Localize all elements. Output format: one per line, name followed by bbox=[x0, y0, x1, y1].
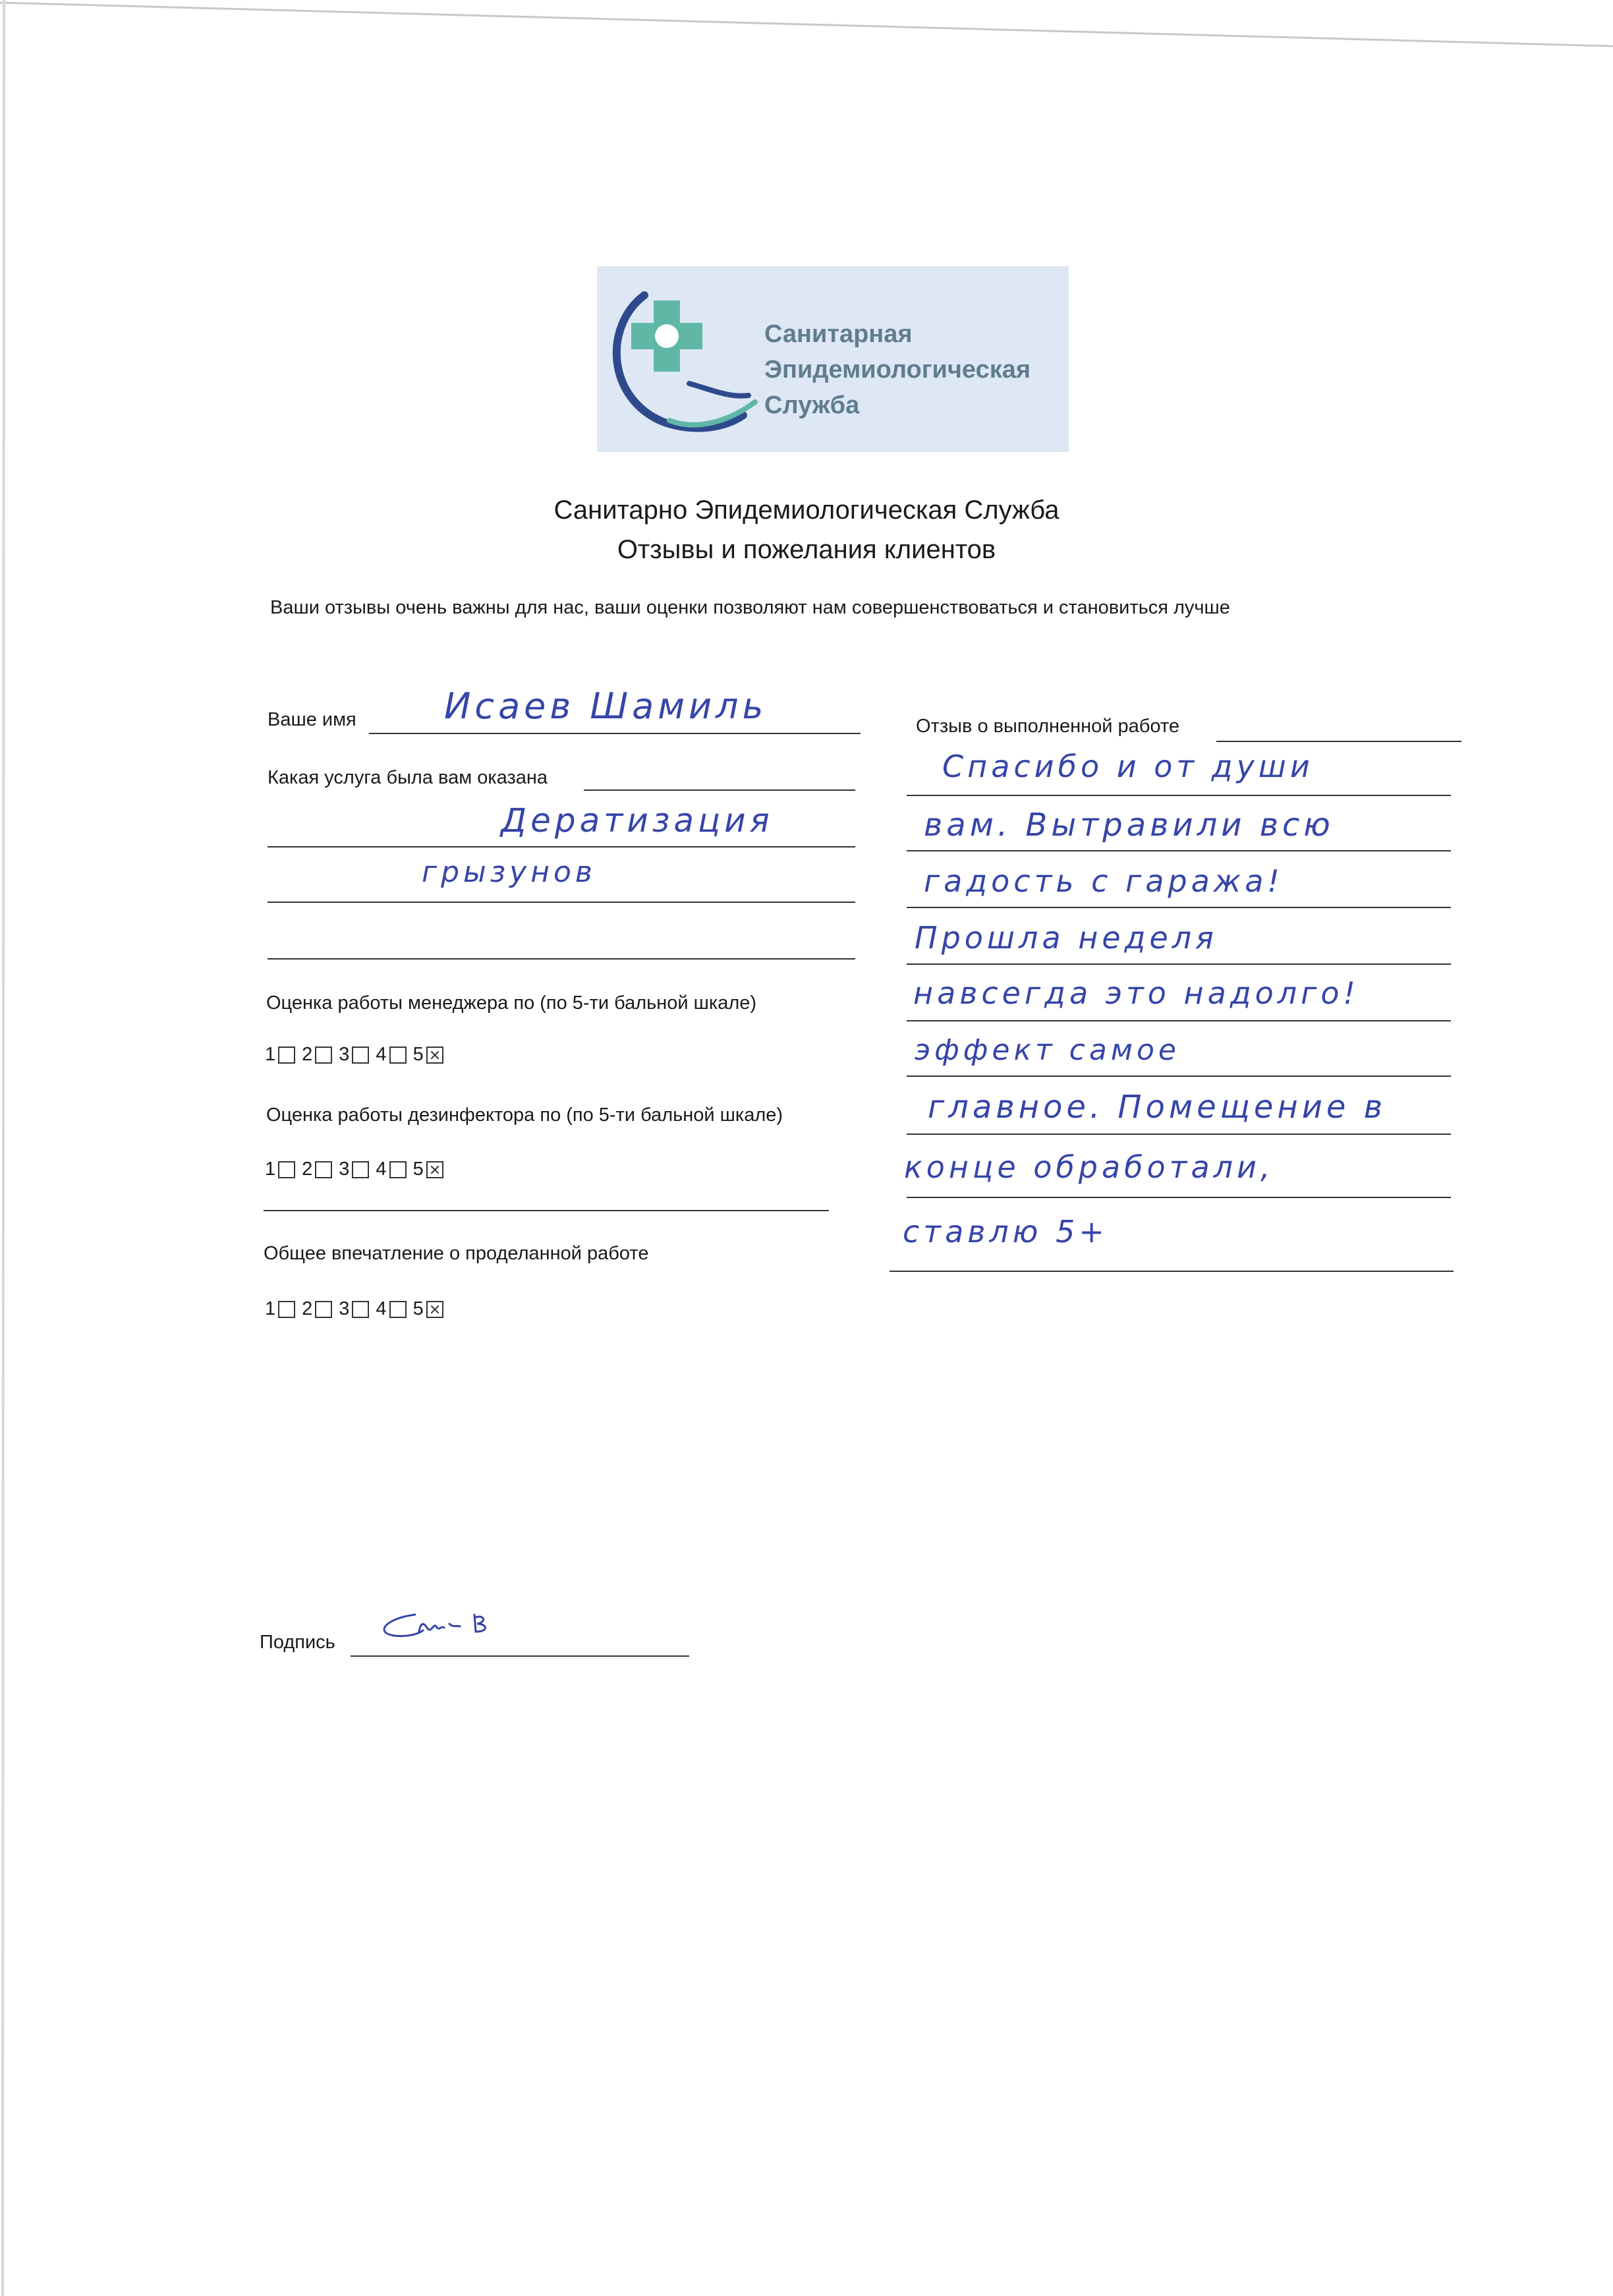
disinfector-rating-label: Оценка работы дезинфектора по (по 5-ти бальной шкале) bbox=[266, 1105, 783, 1126]
review-line-text-3[interactable]: гадость с гаража! bbox=[924, 863, 1284, 899]
document-title: Санитарно Эпидемиологическая Служба bbox=[553, 496, 1060, 525]
name-label: Ваше имя bbox=[268, 709, 356, 730]
service-line bbox=[584, 789, 855, 791]
intro-text: Ваши отзывы очень важны для нас, ваши оценки позволяют нам совершенствоваться и становиться лучше bbox=[270, 597, 1230, 618]
service-line-2 bbox=[268, 846, 855, 847]
review-line-text-7[interactable]: главное. Помещение в bbox=[928, 1089, 1386, 1126]
disinfector-rating-1[interactable] bbox=[278, 1161, 295, 1178]
signature-line bbox=[351, 1655, 689, 1657]
review-line-text-2[interactable]: вам. Вытравили всю bbox=[924, 807, 1334, 844]
logo-line-3: Служба bbox=[764, 391, 860, 419]
disinfector-rating-4[interactable] bbox=[389, 1161, 407, 1178]
disinfector-rating-scale[interactable]: 1 2 3 4 5 bbox=[265, 1159, 450, 1180]
disinfector-line bbox=[264, 1210, 829, 1211]
overall-rating-3[interactable] bbox=[352, 1301, 369, 1318]
review-line-4 bbox=[907, 963, 1451, 965]
overall-rating-5[interactable] bbox=[426, 1301, 443, 1318]
review-line-6 bbox=[907, 1076, 1451, 1077]
manager-rating-1[interactable] bbox=[278, 1047, 295, 1064]
overall-rating-1[interactable] bbox=[278, 1301, 295, 1318]
review-line-5 bbox=[907, 1020, 1451, 1021]
manager-rating-label: Оценка работы менеджера по (по 5-ти бальной шкале) bbox=[266, 992, 757, 1014]
signature-scribble bbox=[376, 1608, 547, 1654]
review-line-1 bbox=[907, 795, 1451, 796]
overall-rating-2[interactable] bbox=[315, 1301, 332, 1318]
review-line-2 bbox=[907, 850, 1451, 851]
review-line-3 bbox=[907, 907, 1451, 908]
name-value[interactable]: Исаев Шамиль bbox=[444, 685, 768, 727]
logo-line-1: Санитарная bbox=[764, 320, 913, 348]
name-line bbox=[369, 733, 861, 734]
service-label: Какая услуга была вам оказана bbox=[268, 767, 548, 788]
manager-rating-3[interactable] bbox=[352, 1047, 369, 1064]
review-line-text-1[interactable]: Спасибо и от души bbox=[942, 749, 1314, 784]
review-line-text-6[interactable]: эффект самое bbox=[915, 1033, 1180, 1067]
review-line-7 bbox=[907, 1134, 1451, 1135]
overall-rating-scale[interactable]: 1 2 3 4 5 bbox=[265, 1298, 450, 1320]
service-line-3 bbox=[268, 902, 855, 903]
manager-rating-5[interactable] bbox=[426, 1047, 443, 1064]
disinfector-rating-5[interactable] bbox=[426, 1161, 443, 1178]
service-value-2[interactable]: грызунов bbox=[422, 855, 596, 889]
signature-label: Подпись bbox=[260, 1632, 335, 1653]
review-line-text-5[interactable]: навсегда это надолго! bbox=[913, 975, 1359, 1011]
review-line-8 bbox=[907, 1197, 1451, 1198]
overall-rating-label: Общее впечатление о проделанной работе bbox=[264, 1243, 649, 1264]
company-logo bbox=[597, 266, 1069, 452]
service-line-4 bbox=[268, 958, 855, 960]
disinfector-rating-2[interactable] bbox=[315, 1161, 332, 1178]
review-line-text-4[interactable]: Прошла неделя bbox=[915, 920, 1218, 956]
review-line-text-8[interactable]: конце обработали, bbox=[904, 1149, 1274, 1185]
disinfector-rating-3[interactable] bbox=[352, 1161, 369, 1178]
document-subtitle: Отзывы и пожелания клиентов bbox=[617, 535, 996, 564]
manager-rating-2[interactable] bbox=[315, 1047, 332, 1064]
service-value-1[interactable]: Дератизация bbox=[501, 801, 774, 840]
review-line-0 bbox=[1216, 741, 1461, 742]
manager-rating-4[interactable] bbox=[389, 1047, 407, 1064]
overall-rating-4[interactable] bbox=[389, 1301, 407, 1318]
review-line-text-9[interactable]: ставлю 5+ bbox=[903, 1214, 1108, 1249]
review-line-9 bbox=[890, 1271, 1454, 1272]
review-label: Отзыв о выполненной работе bbox=[916, 716, 1179, 737]
logo-line-2: Эпидемиологическая bbox=[764, 356, 1031, 384]
manager-rating-scale[interactable]: 1 2 3 4 5 bbox=[265, 1044, 450, 1066]
